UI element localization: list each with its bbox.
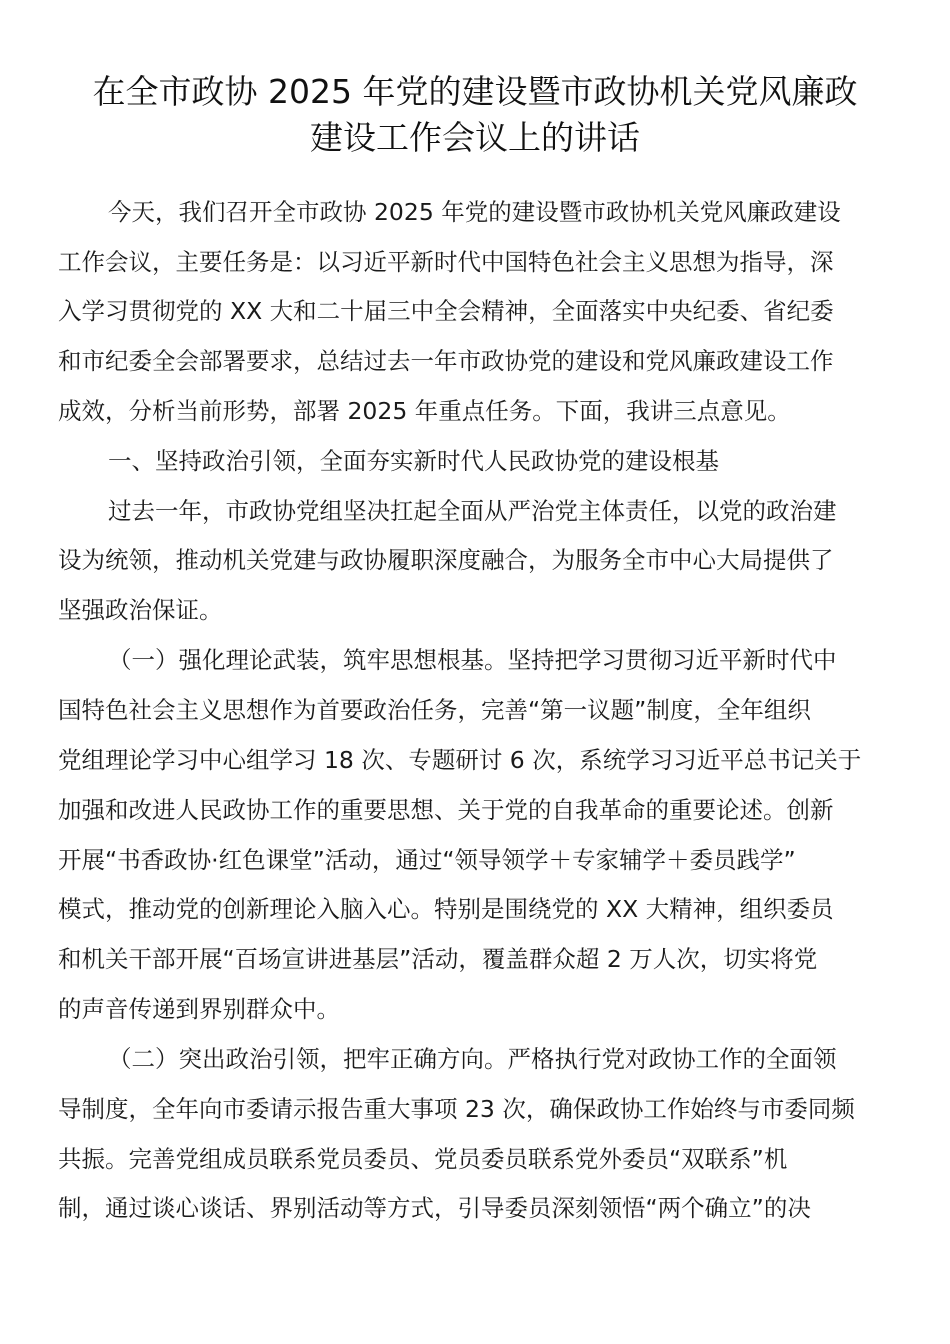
paragraph-line: 和机关干部开展“百场宣讲进基层”活动，覆盖群众超 2 万人次，切实将党 [58,945,818,973]
paragraph-line: 和市纪委全会部署要求，总结过去一年市政协党的建设和党风廉政建设工作 [58,347,834,375]
paragraph-line: 设为统领，推动机关党建与政协履职深度融合，为服务全市中心大局提供了 [58,546,834,574]
paragraph-line: （二）突出政治引领，把牢正确方向。严格执行党对政协工作的全面领 [108,1045,837,1073]
paragraph-line: 入学习贯彻党的 XX 大和二十届三中全会精神，全面落实中央纪委、省纪委 [58,297,834,325]
paragraph-line: 导制度，全年向市委请示报告重大事项 23 次，确保政协工作始终与市委同频 [58,1095,855,1123]
paragraph-line: 过去一年，市政协党组坚决扛起全面从严治党主体责任，以党的政治建 [108,497,837,525]
paragraph-line: 成效，分析当前形势，部署 2025 年重点任务。下面，我讲三点意见。 [58,397,791,425]
paragraph-line: 共振。完善党组成员联系党员委员、党员委员联系党外委员“双联系”机 [58,1145,788,1173]
paragraph-line: 制，通过谈心谈话、界别活动等方式，引导委员深刻领悟“两个确立”的决 [58,1194,811,1222]
paragraph-line: 开展“书香政协·红色课堂”活动，通过“领导领学＋专家辅学＋委员践学” [58,846,796,874]
title-line-2: 建设工作会议上的讲话 [310,118,640,157]
section-heading: 一、坚持政治引领，全面夯实新时代人民政协党的建设根基 [108,447,719,475]
paragraph-line: 模式，推动党的创新理论入脑入心。特别是围绕党的 XX 大精神，组织委员 [58,895,834,923]
paragraph-line: 党组理论学习中心组学习 18 次、专题研讨 6 次，系统学习习近平总书记关于 [58,746,862,774]
paragraph-line: 的声音传递到界别群众中。 [58,995,340,1023]
paragraph-line: 工作会议，主要任务是：以习近平新时代中国特色社会主义思想为指导，深 [58,248,834,276]
paragraph-line: 加强和改进人民政协工作的重要思想、关于党的自我革命的重要论述。创新 [58,796,834,824]
title-line-1: 在全市政协 2025 年党的建设暨市政协机关党风廉政 [92,72,858,111]
paragraph-line: 坚强政治保证。 [58,596,223,624]
paragraph-line: 国特色社会主义思想作为首要政治任务，完善“第一议题”制度，全年组织 [58,696,811,724]
paragraph-line: （一）强化理论武装，筑牢思想根基。坚持把学习贯彻习近平新时代中 [108,646,837,674]
paragraph-line: 今天，我们召开全市政协 2025 年党的建设暨市政协机关党风廉政建设 [108,198,841,226]
